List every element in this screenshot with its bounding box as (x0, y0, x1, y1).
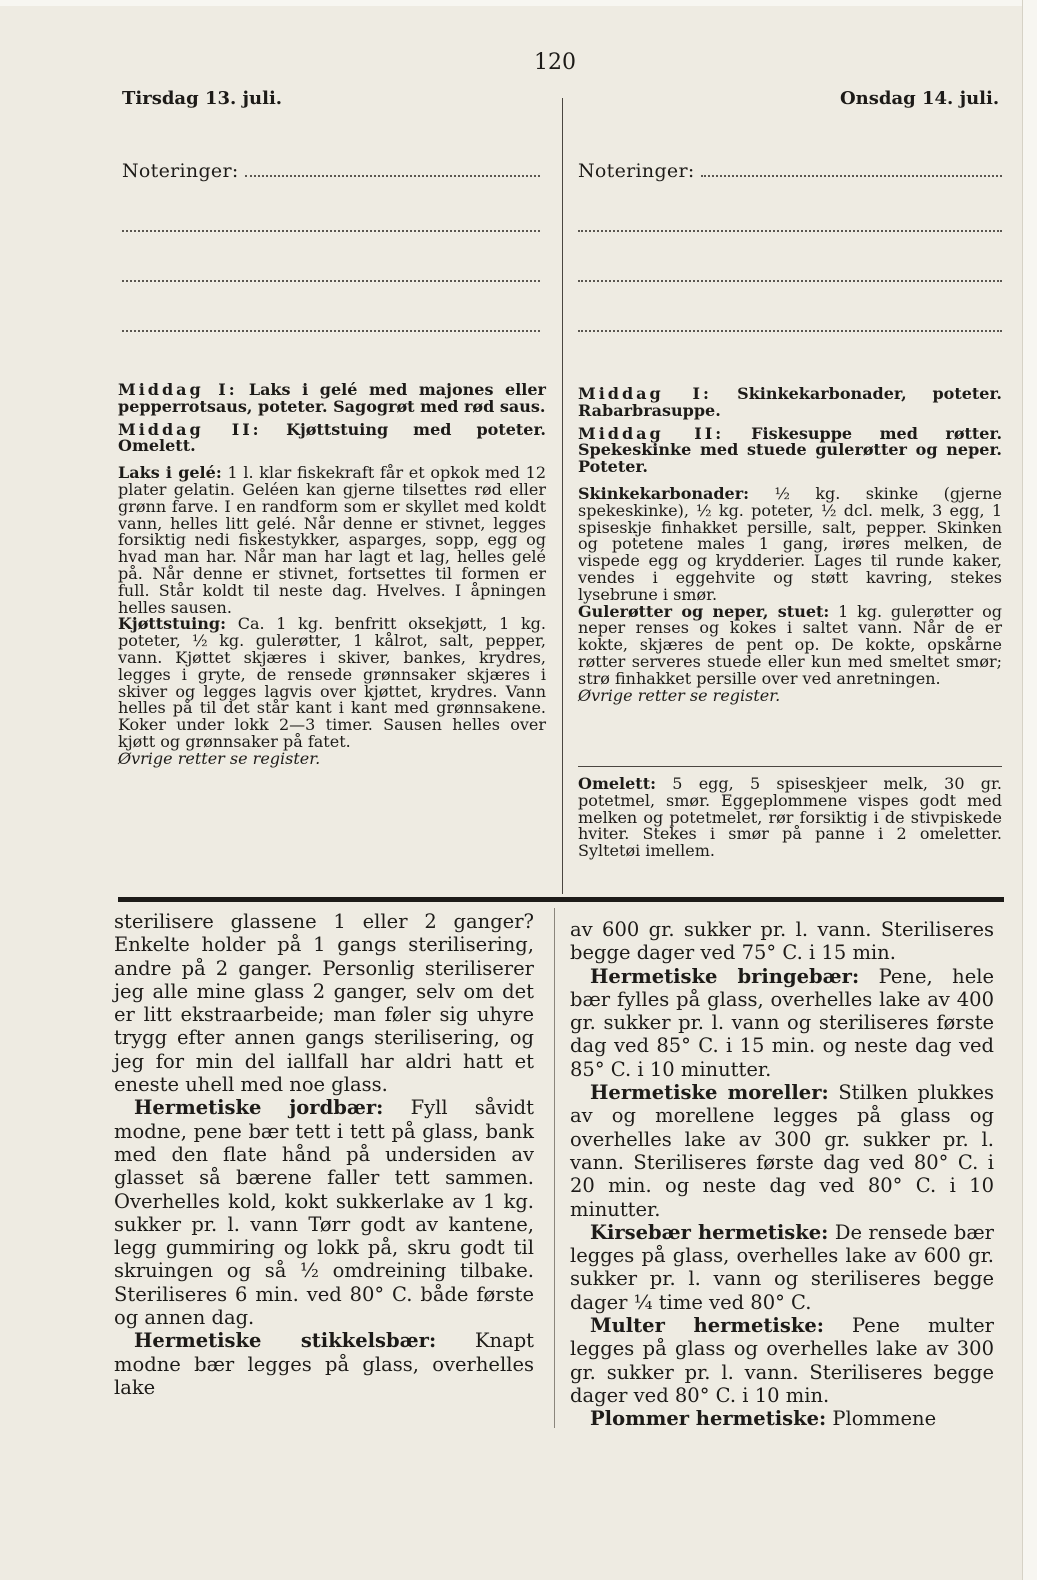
left-day-menu (118, 382, 546, 768)
bottom-right-text (570, 918, 994, 1431)
paragraph (570, 1407, 994, 1430)
paragraph-title: Kirsebær hermetiske: (590, 1220, 829, 1244)
right-omelett-block (578, 776, 1002, 860)
section-divider (118, 897, 1004, 902)
recipe-title: Kjøttstuing: (118, 614, 226, 634)
notes-dotted-line (578, 330, 1002, 332)
paragraph-title: Hermetiske moreller: (590, 1081, 829, 1105)
recipe-text: Ca. 1 kg. benfritt oksekjøtt, 1 kg. poteter, ½ kg. gulerøtter, 1 kålrot, salt, pepper, vann. Kjøttet skjæres i skiver, bankes, krydres, legges i gryte, de rensede grønnsaker skjæres i skiver og legges lagvis over kjøttet, krydres. Vann helles på til det står kant i kant med grønnsakene. Koker under lokk 2—3 timer. Sausen helles over kjøtt og grønnsaker på fatet. (118, 614, 547, 751)
dinner2-text: Fiskesuppe med røtter. Spekeskinke med stuede gulerøtter og neper. Poteter. (578, 423, 1003, 477)
notes-dotted-line (578, 280, 1002, 282)
right-notes-area (578, 160, 1002, 332)
left-recipe2 (118, 616, 546, 750)
right-day-menu (578, 386, 1002, 704)
notes-dotted-line (122, 280, 540, 282)
column-separator (562, 98, 563, 894)
right-recipe3 (578, 776, 1002, 860)
dinner1-text: Laks i gelé med majones eller pepperrotsaus, poteter. Sagogrøt med rød saus. (118, 380, 546, 416)
paragraph-text: Stilken plukkes av og morellene legges på glass og overhelles lake av 300 gr. sukker pr. l. vann. Steriliseres første dag ved 80° C. i 20 min. og neste dag ved 80° C. i 10 minutter. (570, 1081, 994, 1221)
left-other-dishes: Øvrige retter se register. (118, 748, 321, 768)
dinner2-label: Middag II: (118, 419, 262, 439)
left-recipe1 (118, 465, 546, 616)
paragraph-title: Hermetiske stikkelsbær: (134, 1329, 437, 1353)
right-dinner1 (578, 386, 1002, 420)
recipe-title: Gulerøtter og neper, stuet: (578, 601, 830, 621)
dinner2-label: Middag II: (578, 423, 725, 443)
paragraph-text: Pene multer legges på glass og overhelles lake av 300 gr. sukker pr. l. vann. Steriliseres begge dager ved 80° C. i 10 min. (570, 1314, 994, 1407)
paragraph-title: Hermetiske bringebær: (590, 964, 860, 988)
omelett-separator (578, 766, 1002, 767)
bottom-left-text (114, 910, 534, 1399)
right-recipe1 (578, 483, 1002, 604)
recipe-title: Skinkekarbonader: (578, 483, 750, 503)
dinner1-label: Middag I: (578, 384, 712, 403)
right-day-heading: Onsdag 14. juli. (840, 88, 1000, 109)
recipe-text: 1 kg. gulerøtter og neper renses og kokes i saltet vann. Når de er kokte, skjæres de pent op. De kokte, opskårne røtter serveres stuede eller kun med smeltet smør; strø finhakket persille over ved anretningen. (578, 601, 1002, 688)
recipe-text: 1 l. klar fiskekraft får et opkok med 12 plater gelatin. Geléen kan gjerne tilsettes rød eller grønn farve. I en randform som er skyllet med koldt vann, helles litt gelé. Når denne er stivnet, legges forsiktig nedi fiskestykker, asparges, sopp, egg og hvad man har. Når man har lagt et lag, helles gelé på. Når denne er stivnet, fortsettes til formen er full. Står koldt til neste dag. Hvelves. I åpningen helles sausen. (118, 463, 546, 617)
right-other-dishes: Øvrige retter se register. (578, 685, 781, 705)
paragraph-title: Multer hermetiske: (590, 1314, 824, 1338)
recipe-title: Omelett: (578, 774, 656, 793)
bottom-column-separator (554, 908, 555, 1428)
paragraph-title: Hermetiske jordbær: (134, 1096, 384, 1120)
paragraph (114, 1329, 534, 1399)
paragraph-title: Plommer hermetiske: (590, 1407, 827, 1431)
paragraph-text: Knapt modne bær legges på glass, overhelles lake (114, 1329, 535, 1399)
notes-dotted-line (245, 175, 540, 177)
left-dinner2 (118, 419, 546, 456)
paragraph-text: Plommene (832, 1407, 937, 1431)
paragraph (570, 1081, 994, 1221)
paragraph (114, 1096, 534, 1329)
paragraph (570, 1314, 994, 1407)
page-number: 120 (534, 50, 576, 75)
paragraph (570, 965, 994, 1081)
left-notes-area (122, 160, 540, 332)
paragraph: av 600 gr. sukker pr. l. vann. Steriliseres begge dager ved 75° C. i 15 min. (570, 918, 994, 965)
notes-dotted-line (122, 230, 540, 232)
page-top-edge (0, 0, 1037, 6)
recipe-text: 5 egg, 5 spiseskjeer melk, 30 gr. potetmel, smør. Eggeplommene vispes godt med melken og potetmelet, rør forsiktig i de stivpiskede hviter. Stekes i smør på panne i 2 omeletter. Syltetøi imellem. (578, 774, 1003, 861)
paragraph: sterilisere glassene 1 eller 2 ganger? Enkelte holder på 1 gangs sterilisering, andre på 2 ganger. Personlig steriliserer jeg alle mine glass 2 ganger, selv om det er litt ekstraarbeide; man føler sig uhyre trygg efter annen gangs sterilisering, og jeg for min del iallfall har aldri hatt et eneste uhell med noe glass. (114, 910, 534, 1097)
dinner1-text: Skinkekarbonader, poteter. Rabarbrasuppe. (578, 384, 1003, 420)
right-recipe2 (578, 601, 1002, 688)
recipe-text: ½ kg. skinke (gjerne spekeskinke), ½ kg. poteter, ½ dcl. melk, 3 egg, 1 spiseskje finhakket persille, salt, pepper. Skinken og potetene males 1 gang, irøres melken, de vispede egg og krydderier. Lages til runde kaker, vendes i eggehvite og støtt kavring, stekes lysebrune i smør. (578, 483, 1002, 604)
paragraph (570, 1221, 994, 1314)
recipe-title: Laks i gelé: (118, 463, 222, 483)
notes-dotted-line (578, 230, 1002, 232)
paragraph-text: Fyll såvidt modne, pene bær tett i tett på glass, bank med den flate hånd på undersiden av glasset så bærene faller tett sammen. Overhelles kold, kokt sukkerlake av 1 kg. sukker pr. l. vann Tørr godt av kantene, legg gummiring og lokk på, skru godt til skruingen og så ½ omdreining tilbake. Steriliseres 6 min. ved 80° C. både første og annen dag. (114, 1096, 534, 1330)
right-notes-label: Noteringer: (578, 160, 695, 182)
left-day-heading: Tirsdag 13. juli. (122, 88, 283, 109)
right-dinner2 (578, 423, 1003, 477)
dinner2-text: Kjøttstuing med poteter. Omelett. (118, 419, 546, 456)
left-notes-label: Noteringer: (122, 160, 239, 182)
dinner1-label: Middag I: (118, 380, 238, 399)
paragraph-text: Pene, hele bær fylles på glass, overhelles lake av 400 gr. sukker pr. l. vann og steriliseres første dag ved 85° C. i 15 min. og neste dag ved 85° C. i 10 minutter. (570, 964, 995, 1081)
left-dinner1 (118, 382, 546, 416)
paragraph-text: De rensede bær legges på glass, overhelles lake av 600 gr. sukker pr. l. vann og steriliseres begge dager ¼ time ved 80° C. (570, 1220, 994, 1314)
page-right-edge (1022, 0, 1037, 1580)
notes-dotted-line (122, 330, 540, 332)
notes-dotted-line (701, 175, 1002, 177)
